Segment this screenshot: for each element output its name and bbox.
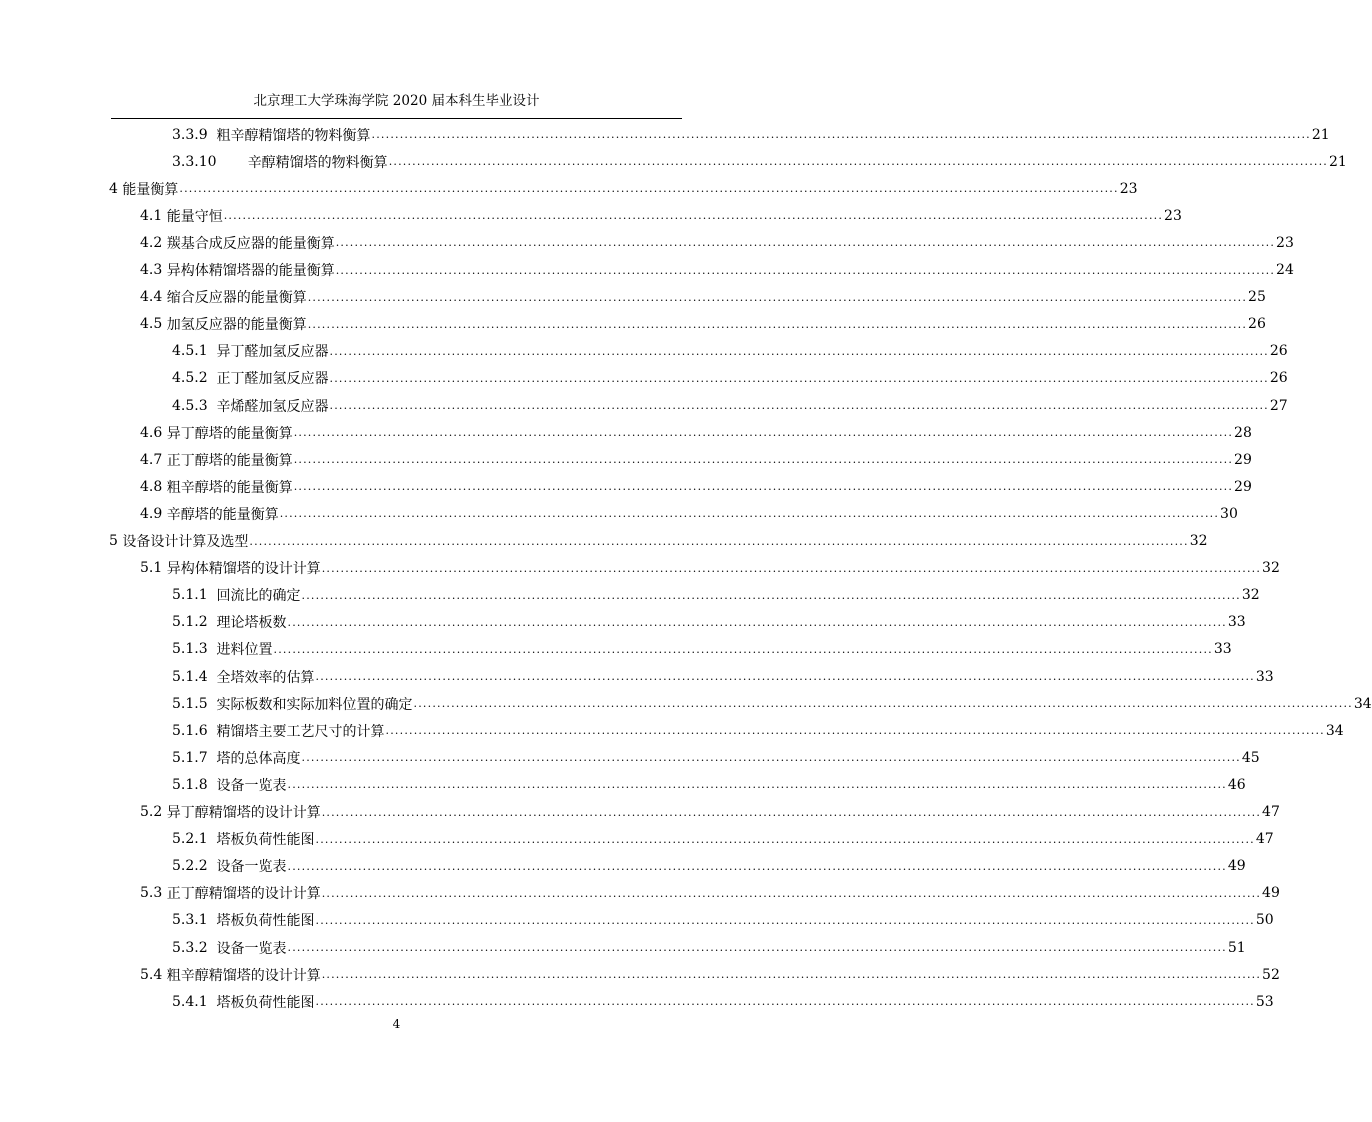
toc-entry[interactable] [140, 257, 1294, 284]
toc-entry-page: 46 [1227, 776, 1246, 793]
toc-dot-leader: ........................................................................................................................................................................................................ [287, 941, 1227, 954]
toc-dot-leader: ........................................................................................................................................................................................................ [307, 290, 1248, 304]
toc-entry-gap [208, 723, 217, 739]
toc-dot-leader: ........................................................................................................................................................................................................ [315, 832, 1255, 846]
toc-entry-number: 4.6 [140, 424, 163, 441]
toc-entry[interactable] [140, 419, 1252, 446]
toc-entry-gap [217, 154, 248, 170]
toc-entry-title: 辛醇塔的能量衡算 [166, 506, 279, 523]
toc-entry-number: 4.5.3 [172, 397, 208, 414]
toc-entry-gap [208, 994, 217, 1010]
toc-entry-number: 4.3 [140, 262, 163, 278]
toc-entry[interactable] [172, 717, 1344, 744]
toc-entry-title: 进料位置 [216, 642, 273, 659]
toc-dot-leader: ........................................................................................................................................................................................................ [413, 697, 1353, 711]
toc-entry-number: 4.9 [140, 505, 163, 522]
toc-entry-number: 4.5.2 [172, 370, 208, 387]
toc-entry-gap [208, 912, 217, 928]
toc-entry-page: 23 [1164, 207, 1182, 224]
toc-entry-page: 21 [1311, 126, 1330, 143]
toc-entry-page: 24 [1276, 262, 1294, 278]
toc-entry-page: 49 [1227, 858, 1246, 875]
toc-entry-number: 5.1 [140, 560, 163, 577]
toc-entry[interactable] [172, 148, 1347, 175]
toc-entry-gap [208, 641, 217, 657]
toc-entry[interactable] [109, 528, 1208, 555]
toc-entry-page: 47 [1262, 804, 1280, 820]
toc-entry-page: 45 [1241, 749, 1260, 766]
toc-entry-page: 34 [1325, 722, 1344, 739]
toc-entry-page: 32 [1189, 533, 1208, 549]
toc-entry-title: 理论塔板数 [216, 615, 287, 632]
toc-entry-title: 塔板负荷性能图 [216, 913, 315, 930]
toc-entry[interactable] [172, 988, 1274, 1015]
toc-entry-page: 26 [1269, 370, 1288, 387]
toc-dot-leader: ........................................................................................................................................................................................................ [293, 453, 1234, 467]
toc-dot-leader: ........................................................................................................................................................................................................ [315, 995, 1255, 1009]
toc-entry-gap [208, 750, 217, 766]
toc-entry-page: 26 [1248, 316, 1266, 333]
toc-entry-number: 5.1.5 [172, 695, 208, 712]
toc-entry-page: 27 [1269, 397, 1288, 414]
toc-dot-leader: ........................................................................................................................................................................................................ [315, 670, 1255, 683]
toc-entry[interactable] [140, 202, 1182, 229]
toc-entry-gap [208, 696, 217, 712]
toc-entry-page: 21 [1329, 153, 1347, 170]
page-number: 4 [392, 1017, 401, 1031]
toc-entry[interactable] [172, 365, 1288, 392]
toc-entry-title: 辛烯醛加氢反应器 [216, 398, 329, 415]
toc-entry[interactable] [140, 446, 1252, 473]
toc-entry-number: 4.5 [140, 316, 163, 333]
toc-entry-title: 辛醇精馏塔的物料衡算 [247, 154, 388, 171]
toc-entry-gap [208, 614, 217, 630]
toc-entry[interactable] [172, 338, 1288, 365]
toc-dot-leader: ........................................................................................................................................................................................................ [273, 642, 1213, 656]
toc-dot-leader: ........................................................................................................................................................................................................ [321, 805, 1262, 819]
toc-dot-leader: ........................................................................................................................................................................................................ [279, 507, 1220, 521]
toc-dot-leader: ........................................................................................................................................................................................................ [329, 371, 1269, 385]
toc-dot-leader: ........................................................................................................................................................................................................ [321, 561, 1262, 575]
toc-entry-title: 羰基合成反应器的能量衡算 [166, 235, 335, 252]
toc-entry-page: 29 [1234, 478, 1252, 495]
toc-entry-title: 塔的总体高度 [216, 750, 301, 767]
toc-entry-title: 异构体精馏塔器的能量衡算 [166, 263, 335, 279]
toc-entry-number: 5.1.6 [172, 722, 208, 739]
toc-entry-gap [208, 831, 217, 847]
toc-entry-number: 4.5.1 [172, 343, 208, 360]
toc-entry-number: 3.3.10 [172, 153, 217, 170]
toc-dot-leader: ........................................................................................................................................................................................................ [293, 480, 1234, 494]
toc-entry-number: 5 [109, 533, 118, 549]
toc-entry[interactable] [140, 799, 1280, 826]
toc-entry-gap [208, 587, 217, 603]
toc-entry-title: 设备设计计算及选型 [122, 534, 249, 550]
toc-entry[interactable] [140, 555, 1280, 582]
toc-dot-leader: ........................................................................................................................................................................................................ [315, 913, 1255, 927]
toc-entry-page: 28 [1234, 424, 1252, 441]
toc-entry-page: 34 [1353, 695, 1372, 712]
toc-entry-number: 4 [109, 180, 118, 197]
toc-entry-number: 5.1.1 [172, 587, 208, 604]
toc-entry-page: 29 [1234, 451, 1252, 468]
toc-entry[interactable] [172, 826, 1274, 853]
toc-entry-number: 5.1.7 [172, 749, 208, 766]
toc-entry-gap [208, 343, 217, 359]
toc-entry-title: 缩合反应器的能量衡算 [166, 290, 307, 307]
toc-entry-page: 33 [1213, 641, 1232, 658]
toc-dot-leader: ........................................................................................................................................................................................................ [329, 344, 1269, 358]
toc-entry-title: 能量守恒 [166, 208, 223, 225]
toc-entry-title: 异丁醇精馏塔的设计计算 [166, 805, 321, 821]
toc-entry-title: 正丁醇塔的能量衡算 [166, 452, 293, 469]
toc-entry-gap [208, 370, 217, 386]
toc-entry-page: 49 [1262, 885, 1280, 902]
toc-dot-leader: ........................................................................................................................................................................................................ [321, 886, 1262, 900]
toc-entry-number: 4.7 [140, 451, 163, 468]
toc-dot-leader: ........................................................................................................................................................................................................ [329, 399, 1269, 412]
toc-entry[interactable] [172, 771, 1246, 798]
toc-entry-number: 4.8 [140, 478, 163, 495]
toc-entry[interactable] [172, 663, 1274, 690]
toc-entry-page: 33 [1255, 668, 1274, 685]
toc-entry[interactable] [172, 853, 1246, 880]
toc-entry-title: 塔板负荷性能图 [216, 994, 315, 1011]
toc-entry-title: 粗辛醇精馏塔的设计计算 [166, 967, 321, 984]
toc-entry-page: 32 [1241, 587, 1260, 604]
toc-dot-leader: ........................................................................................................................................................................................................ [293, 426, 1234, 440]
toc-entry-number: 5.3 [140, 885, 163, 902]
toc-entry-page: 33 [1227, 614, 1246, 631]
toc-entry-number: 5.1.8 [172, 776, 208, 793]
toc-entry-title: 塔板负荷性能图 [216, 832, 315, 849]
toc-entry-number: 5.4 [140, 966, 163, 983]
toc-dot-leader: ........................................................................................................................................................................................................ [307, 317, 1248, 331]
toc-entry[interactable] [140, 311, 1266, 338]
toc-dot-leader: ........................................................................................................................................................................................................ [301, 588, 1241, 602]
toc-entry-title: 全塔效率的估算 [216, 669, 315, 686]
toc-entry-number: 5.2 [140, 804, 163, 820]
toc-entry-title: 精馏塔主要工艺尺寸的计算 [216, 723, 385, 740]
toc-entry[interactable] [140, 473, 1252, 500]
toc-entry-title: 设备一览表 [216, 859, 287, 876]
toc-entry-page: 26 [1269, 343, 1288, 360]
toc-entry-gap [208, 777, 217, 793]
toc-entry-number: 5.3.1 [172, 912, 208, 929]
toc-entry-title: 正丁醛加氢反应器 [216, 371, 329, 388]
toc-entry-title: 粗辛醇精馏塔的物料衡算 [216, 127, 371, 144]
toc-entry-page: 23 [1276, 234, 1294, 251]
toc-entry-title: 设备一览表 [216, 940, 287, 957]
toc-dot-leader: ........................................................................................................................................................................................................ [223, 209, 1164, 223]
toc-entry[interactable] [172, 934, 1246, 961]
toc-dot-leader: ........................................................................................................................................................................................................ [287, 859, 1227, 873]
toc-entry[interactable] [172, 744, 1260, 771]
toc-entry[interactable] [172, 636, 1232, 663]
toc-entry[interactable] [109, 175, 1138, 202]
toc-entry-number: 4.2 [140, 234, 163, 251]
toc-dot-leader: ........................................................................................................................................................................................................ [335, 236, 1276, 250]
toc-entry[interactable] [172, 392, 1288, 419]
toc-entry-page: 25 [1248, 289, 1266, 306]
toc-entry[interactable] [140, 284, 1266, 311]
toc-dot-leader: ........................................................................................................................................................................................................ [301, 751, 1241, 765]
toc-entry-page: 51 [1227, 939, 1246, 956]
toc-entry-title: 异丁醛加氢反应器 [216, 344, 329, 361]
toc-entry-number: 5.4.1 [172, 993, 208, 1010]
toc-entry-gap [208, 940, 217, 956]
toc-entry-number: 5.1.4 [172, 668, 208, 685]
toc-entry-number: 5.1.2 [172, 614, 208, 631]
toc-dot-leader: ........................................................................................................................................................................................................ [321, 968, 1262, 982]
toc-entry[interactable] [172, 121, 1330, 148]
toc-entry-number: 4.1 [140, 207, 163, 224]
toc-entry-gap [208, 669, 217, 685]
toc-entry-title: 正丁醇精馏塔的设计计算 [166, 886, 321, 903]
toc-entry-gap [208, 398, 217, 414]
toc-entry-page: 52 [1262, 966, 1280, 983]
toc-dot-leader: ........................................................................................................................................................................................................ [287, 615, 1227, 629]
toc-entry-title: 异构体精馏塔的设计计算 [166, 561, 321, 578]
toc-entry[interactable] [140, 880, 1280, 907]
toc-entry-title: 粗辛醇塔的能量衡算 [166, 479, 293, 496]
toc-entry-title: 实际板数和实际加料位置的确定 [216, 696, 413, 713]
toc-entry[interactable] [140, 500, 1238, 527]
toc-entry-page: 32 [1262, 560, 1280, 577]
toc-entry-number: 4.4 [140, 289, 163, 306]
toc-entry-title: 加氢反应器的能量衡算 [166, 317, 307, 334]
toc-entry-number: 5.3.2 [172, 939, 208, 956]
toc-entry-page: 47 [1255, 831, 1274, 848]
toc-dot-leader: ........................................................................................................................................................................................................ [287, 778, 1227, 792]
toc-entry-number: 5.1.3 [172, 641, 208, 658]
toc-entry-title: 回流比的确定 [216, 588, 301, 605]
toc-entry[interactable] [172, 907, 1274, 934]
running-header: 北京理工大学珠海学院 2020 届本科生毕业设计 [253, 93, 540, 109]
toc-entry-page: 30 [1220, 505, 1238, 522]
toc-dot-leader: ........................................................................................................................................................................................................ [335, 263, 1276, 277]
toc-entry-gap [208, 127, 217, 143]
toc-entry-title: 能量衡算 [122, 181, 179, 198]
toc-dot-leader: ........................................................................................................................................................................................................ [249, 534, 1189, 548]
toc-entry-title: 设备一览表 [216, 777, 287, 794]
toc-dot-leader: ........................................................................................................................................................................................................ [388, 155, 1329, 169]
toc-dot-leader: ........................................................................................................................................................................................................ [179, 182, 1119, 196]
toc-entry-page: 53 [1255, 993, 1274, 1010]
toc-dot-leader: ........................................................................................................................................................................................................ [385, 724, 1325, 738]
toc-entry-gap [208, 858, 217, 874]
toc-entry-number: 5.2.2 [172, 858, 208, 875]
toc-entry-page: 50 [1255, 912, 1274, 929]
toc-entry[interactable] [172, 609, 1246, 636]
toc-entry[interactable] [172, 690, 1372, 717]
toc-entry-number: 3.3.9 [172, 126, 208, 143]
toc-entry[interactable] [172, 582, 1260, 609]
header-rule [111, 118, 682, 119]
toc-entry[interactable] [140, 229, 1294, 256]
toc-entry[interactable] [140, 961, 1280, 988]
toc-entry-number: 5.2.1 [172, 831, 208, 848]
toc-entry-title: 异丁醇塔的能量衡算 [166, 425, 293, 442]
toc-dot-leader: ........................................................................................................................................................................................................ [371, 128, 1311, 141]
toc-entry-page: 23 [1119, 180, 1138, 197]
